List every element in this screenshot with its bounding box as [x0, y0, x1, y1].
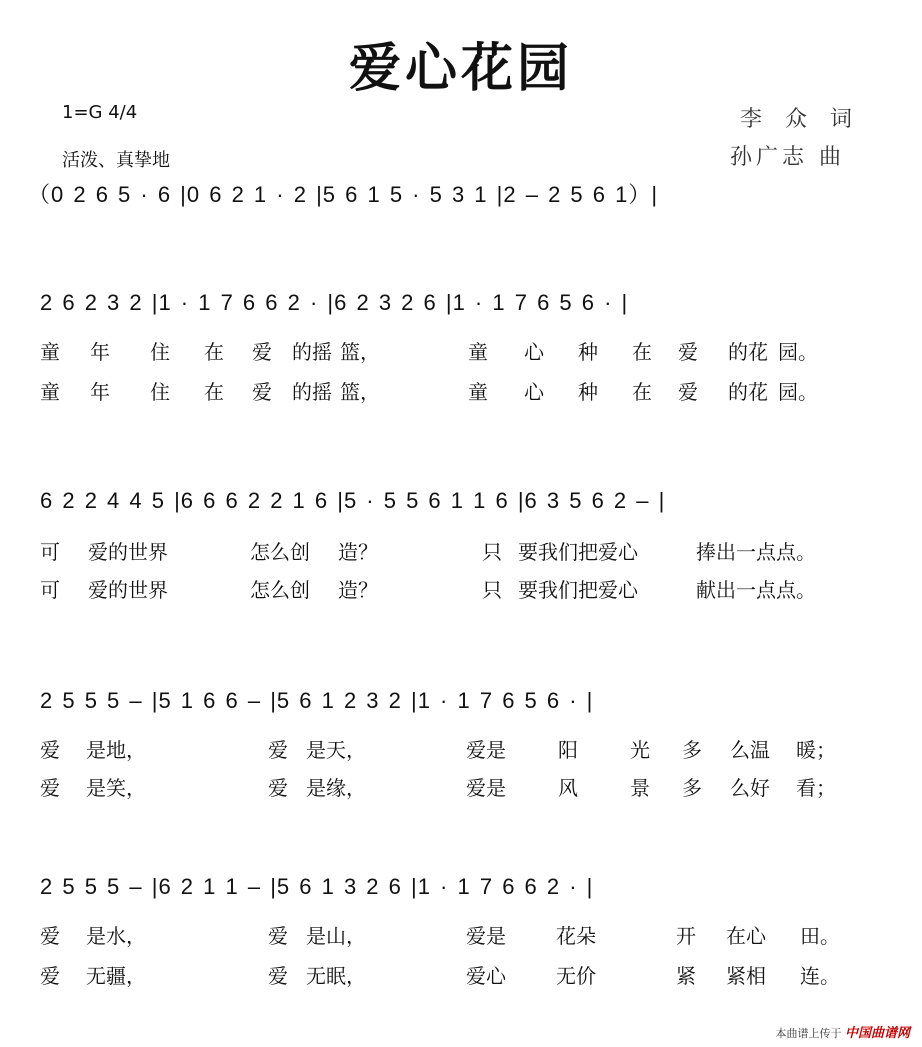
lyric-syllable: 的花: [728, 340, 768, 364]
lyric-syllable: 无价: [556, 964, 596, 988]
lyric-syllable: 只: [482, 540, 502, 564]
lyric-syllable: 是水，: [86, 924, 146, 948]
system-3-notes: 2 5 5 5 – |5 1 6 6 – |5 6 1 2 3 2 |1 · 1 7 6 5 6 · |: [40, 688, 594, 713]
lyric-syllable: 么温: [730, 738, 770, 762]
lyric-syllable: 阳: [558, 738, 578, 762]
lyric-syllable: 无疆，: [86, 964, 146, 988]
lyric-syllable: 只: [482, 578, 502, 602]
lyric-syllable: 紧: [676, 964, 696, 988]
lyric-syllable: 爱是: [466, 738, 506, 762]
lyric-syllable: 爱是: [466, 924, 506, 948]
lyric-syllable: 篮，: [340, 380, 380, 404]
lyric-syllable: 要我们把爱心: [518, 578, 638, 602]
lyric-syllable: 爱: [252, 340, 272, 364]
lyric-syllable: 可: [40, 540, 60, 564]
lyric-syllable: 在: [632, 380, 652, 404]
lyric-syllable: 多: [682, 738, 702, 762]
lyric-syllable: 爱的世界: [88, 578, 168, 602]
lyric-syllable: 童: [40, 340, 60, 364]
lyric-syllable: 花朵: [556, 924, 596, 948]
lyric-syllable: 多: [682, 776, 702, 800]
system-4-verse-1: [40, 920, 900, 948]
lyric-syllable: 爱: [268, 924, 288, 948]
site-logo[interactable]: 中国曲谱网: [844, 1026, 910, 1041]
lyric-syllable: 心: [524, 340, 544, 364]
lyric-syllable: 光: [630, 738, 650, 762]
lyric-syllable: 捧出一点点。: [696, 540, 816, 564]
system-3-verse-1: [40, 734, 900, 762]
upload-footer: [775, 1022, 910, 1041]
lyric-syllable: 童: [468, 340, 488, 364]
composer-credit: 孙广志 曲: [730, 145, 845, 170]
lyric-syllable: 连。: [800, 964, 840, 988]
system-2-verse-2: [40, 574, 900, 602]
lyric-syllable: 爱: [268, 776, 288, 800]
lyric-syllable: 年: [90, 380, 110, 404]
system-2-notation: [40, 488, 665, 514]
lyric-syllable: 在: [204, 340, 224, 364]
lyric-syllable: 在: [204, 380, 224, 404]
lyric-syllable: 爱: [252, 380, 272, 404]
lyric-syllable: 献出一点点。: [696, 578, 816, 602]
lyric-syllable: 住: [150, 380, 170, 404]
lyric-syllable: 造？: [338, 578, 378, 602]
lyric-syllable: 是地，: [86, 738, 146, 762]
lyric-syllable: 怎么创: [250, 578, 310, 602]
lyric-syllable: 爱的世界: [88, 540, 168, 564]
lyric-syllable: 是缘，: [306, 776, 366, 800]
system-3-notation: [40, 688, 593, 714]
lyricist-credit: 李 众 词: [740, 107, 860, 132]
lyric-syllable: 怎么创: [250, 540, 310, 564]
tempo-marking: 活泼、真挚地: [62, 150, 170, 171]
lyric-syllable: 童: [40, 380, 60, 404]
intro-notes: （0 2 6 5 · 6 |0 6 2 1 · 2 |5 6 1 5 · 5 3 1 |2 – 2 5 6 1）|: [28, 182, 659, 207]
footer-text: 本曲谱上传于: [775, 1027, 842, 1040]
lyric-syllable: 造？: [338, 540, 378, 564]
system-3-verse-2: [40, 772, 900, 800]
lyric-syllable: 的摇: [292, 380, 332, 404]
lyric-syllable: 可: [40, 578, 60, 602]
lyric-syllable: 紧相: [726, 964, 766, 988]
system-4-verse-2: [40, 960, 900, 988]
lyric-syllable: 的摇: [292, 340, 332, 364]
system-1-verse-2: [40, 376, 900, 404]
lyric-syllable: 看；: [796, 776, 836, 800]
lyric-syllable: 在心: [726, 924, 766, 948]
system-2-verse-1: [40, 536, 900, 564]
lyric-syllable: 住: [150, 340, 170, 364]
system-4-notation: [40, 874, 593, 900]
lyric-syllable: 爱是: [466, 776, 506, 800]
key-time-signature: 1=G 4/4: [62, 102, 138, 123]
lyric-syllable: 爱: [40, 738, 60, 762]
lyric-syllable: 爱: [40, 924, 60, 948]
lyric-syllable: 在: [632, 340, 652, 364]
lyric-syllable: 心: [524, 380, 544, 404]
lyric-syllable: 是山，: [306, 924, 366, 948]
lyric-syllable: 暖；: [796, 738, 836, 762]
lyric-syllable: 爱: [40, 964, 60, 988]
lyric-syllable: 园。: [778, 340, 818, 364]
lyric-syllable: 景: [630, 776, 650, 800]
system-2-notes: 6 2 2 4 4 5 |6 6 6 2 2 1 6 |5 · 5 5 6 1 1 6 |6 3 5 6 2 – |: [40, 488, 666, 513]
lyric-syllable: 风: [558, 776, 578, 800]
song-title: 爱心花园: [348, 39, 573, 99]
lyric-syllable: 的花: [728, 380, 768, 404]
lyric-syllable: 爱心: [466, 964, 506, 988]
system-1-verse-1: [40, 336, 900, 364]
lyric-syllable: 爱: [40, 776, 60, 800]
system-4-notes: 2 5 5 5 – |6 2 1 1 – |5 6 1 3 2 6 |1 · 1 7 6 6 2 · |: [40, 874, 594, 899]
lyric-syllable: 种: [578, 340, 598, 364]
lyric-syllable: 是天，: [306, 738, 366, 762]
lyric-syllable: 爱: [268, 738, 288, 762]
lyric-syllable: 种: [578, 380, 598, 404]
lyric-syllable: 童: [468, 380, 488, 404]
system-1-notes: 2 6 2 3 2 |1 · 1 7 6 6 2 · |6 2 3 2 6 |1 · 1 7 6 5 6 · |: [40, 290, 629, 315]
lyric-syllable: 田。: [800, 924, 840, 948]
lyric-syllable: 开: [676, 924, 696, 948]
lyric-syllable: 篮，: [340, 340, 380, 364]
lyric-syllable: 要我们把爱心: [518, 540, 638, 564]
lyric-syllable: 园。: [778, 380, 818, 404]
lyric-syllable: 无眠，: [306, 964, 366, 988]
lyric-syllable: 爱: [678, 380, 698, 404]
lyric-syllable: 爱: [678, 340, 698, 364]
lyric-syllable: 年: [90, 340, 110, 364]
lyric-syllable: 爱: [268, 964, 288, 988]
intro-notation: [28, 178, 658, 209]
lyric-syllable: 么好: [730, 776, 770, 800]
system-1-notation: [40, 290, 628, 316]
lyric-syllable: 是笑，: [86, 776, 146, 800]
